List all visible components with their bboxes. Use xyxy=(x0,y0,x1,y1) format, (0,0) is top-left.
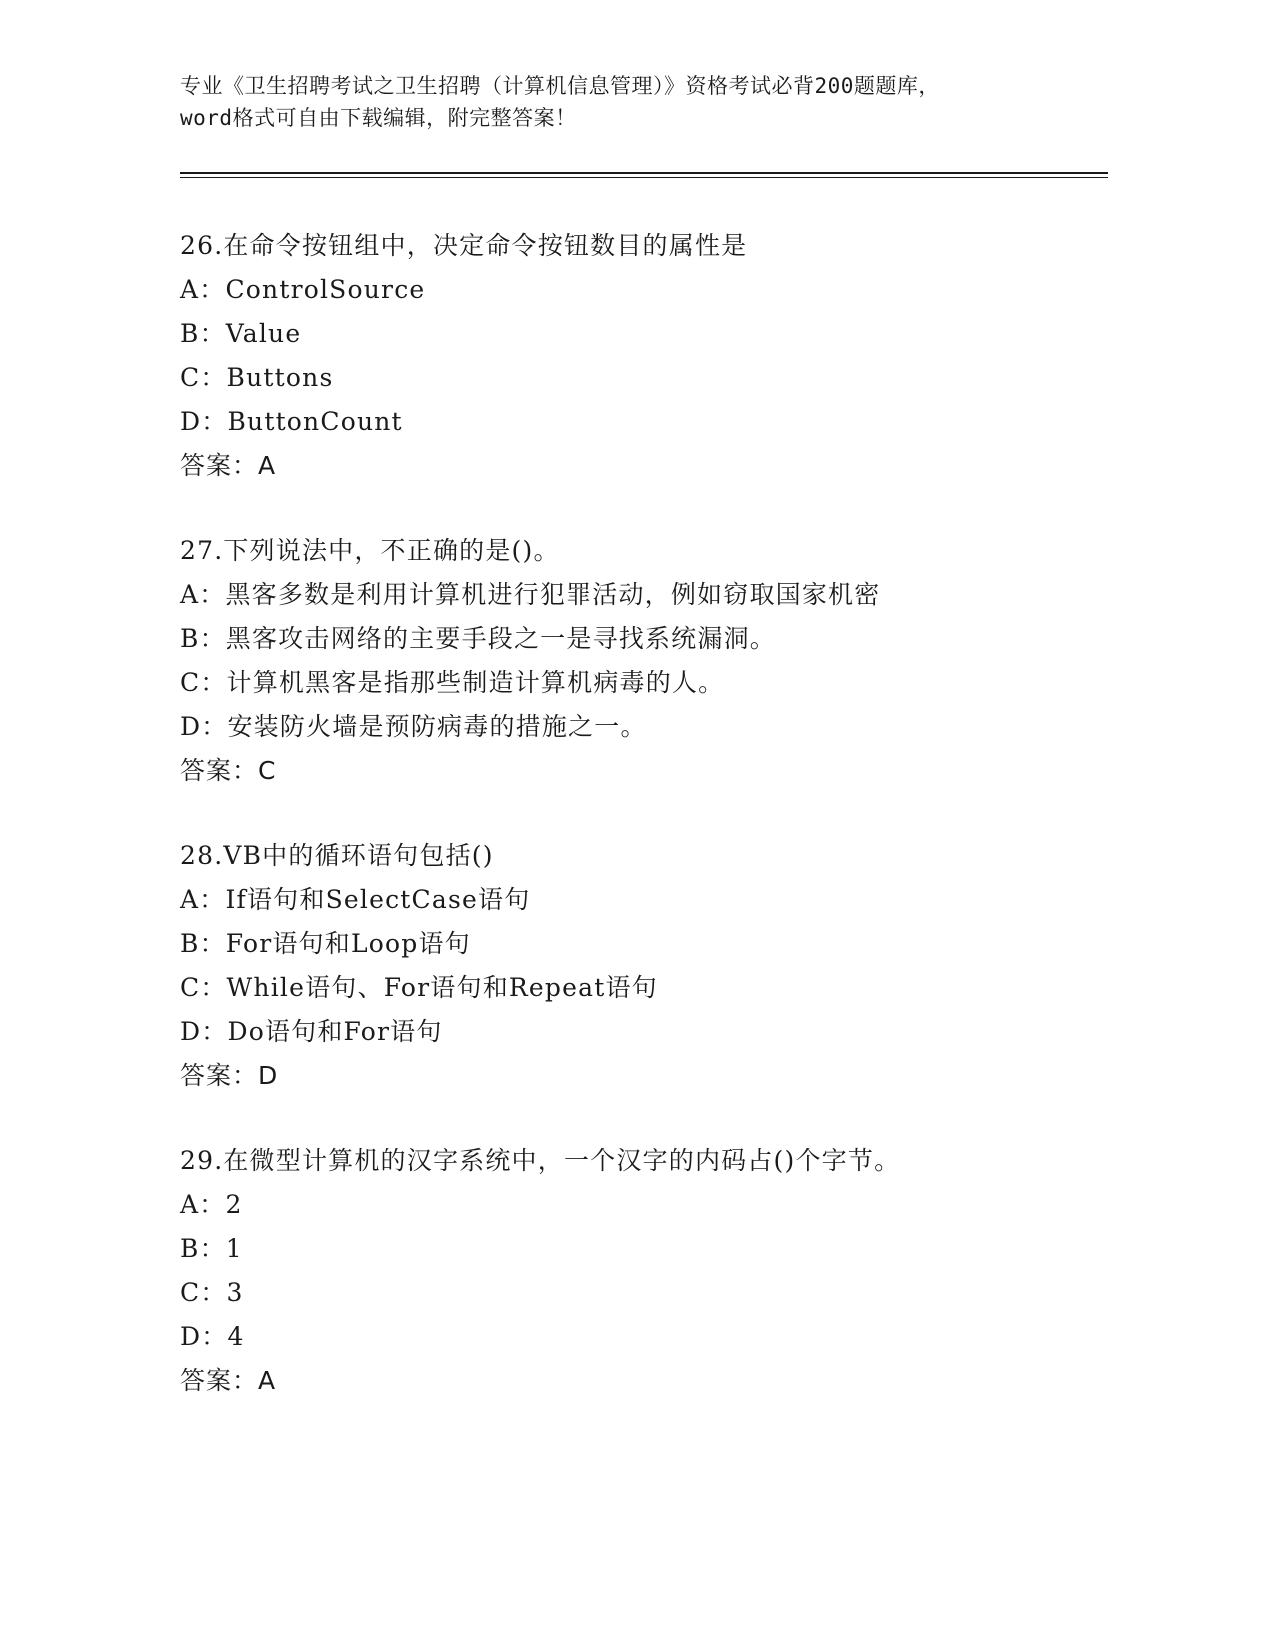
option-b: B：黑客攻击网络的主要手段之一是寻找系统漏洞。 xyxy=(180,624,776,653)
option-c: C：计算机黑客是指那些制造计算机病毒的人。 xyxy=(180,668,725,697)
question-stem: 27.下列说法中，不正确的是()。 xyxy=(180,536,560,565)
answer: 答案：C xyxy=(180,756,277,785)
question-stem: 28.VB中的循环语句包括() xyxy=(180,841,494,870)
question-block xyxy=(180,1139,1130,1403)
header-divider-thin xyxy=(180,177,1108,178)
option-d: D：ButtonCount xyxy=(180,407,403,436)
answer: 答案：A xyxy=(180,451,277,480)
document-header xyxy=(180,70,1080,134)
option-d: D：Do语句和For语句 xyxy=(180,1017,443,1046)
header-divider-thick xyxy=(180,172,1108,174)
header-line-1: 专业《卫生招聘考试之卫生招聘（计算机信息管理）》资格考试必背200题题库， xyxy=(180,74,940,98)
question-block xyxy=(180,224,1130,488)
option-b: B：Value xyxy=(180,319,302,348)
option-c: C：While语句、For语句和Repeat语句 xyxy=(180,973,658,1002)
option-a: A：2 xyxy=(180,1190,243,1219)
option-d: D：安装防火墙是预防病毒的措施之一。 xyxy=(180,712,647,741)
option-a: A：黑客多数是利用计算机进行犯罪活动，例如窃取国家机密 xyxy=(180,580,881,609)
header-line-2: word格式可自由下载编辑，附完整答案！ xyxy=(180,106,577,130)
question-block xyxy=(180,529,1130,793)
option-c: C：Buttons xyxy=(180,363,334,392)
option-a: A：If语句和SelectCase语句 xyxy=(180,885,531,914)
answer: 答案：D xyxy=(180,1061,279,1090)
option-a: A：ControlSource xyxy=(180,275,426,304)
option-d: D：4 xyxy=(180,1322,245,1351)
option-c: C：3 xyxy=(180,1278,244,1307)
option-b: B：1 xyxy=(180,1234,243,1263)
question-stem: 29.在微型计算机的汉字系统中，一个汉字的内码占()个字节。 xyxy=(180,1146,901,1175)
answer: 答案：A xyxy=(180,1366,277,1395)
option-b: B：For语句和Loop语句 xyxy=(180,929,471,958)
question-stem: 26.在命令按钮组中，决定命令按钮数目的属性是 xyxy=(180,231,748,260)
question-block xyxy=(180,834,1130,1098)
